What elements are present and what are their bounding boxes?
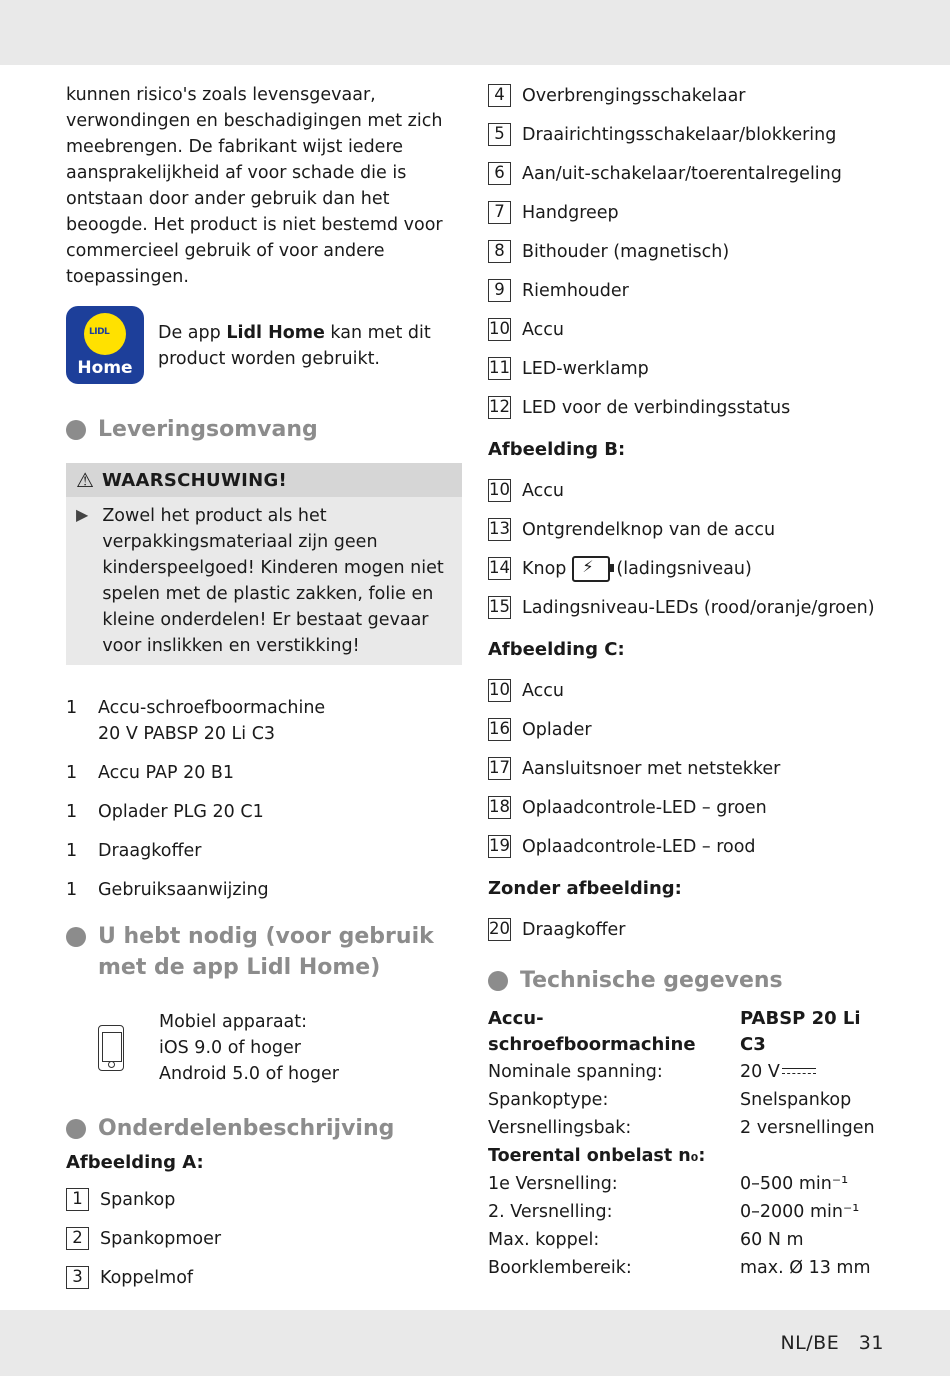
part-text: LED-werklamp (522, 358, 649, 379)
part-item (488, 232, 888, 271)
quantity: 1 (66, 802, 78, 822)
spec-key: Accu-schroefboormachine (488, 1008, 696, 1055)
part-text: Spankop (100, 1189, 176, 1210)
part-text: Handgreep (522, 202, 619, 223)
tech-row (488, 1086, 888, 1114)
part-text: Ontgrendelknop van de accu (522, 519, 776, 540)
section-heading-tech (488, 965, 888, 996)
mobile-requirements-text (159, 1009, 339, 1087)
part-text: Oplaadcontrole-LED – rood (522, 836, 756, 857)
part-item (66, 1180, 462, 1219)
part-number: 18 (488, 796, 511, 819)
part-text: Koppelmof (100, 1267, 194, 1288)
section-heading-delivery (66, 414, 462, 445)
quantity: 1 (66, 841, 78, 861)
part-item (488, 827, 888, 866)
part-number: 7 (488, 201, 511, 224)
item-text: Oplader PLG 20 C1 (98, 802, 264, 822)
warning-title: WAARSCHUWING! (101, 469, 288, 491)
tech-row (488, 1058, 888, 1086)
part-item (488, 588, 888, 627)
part-text: Aansluitsnoer met netstekker (522, 758, 781, 779)
page-number: NL/BE 31 (780, 1332, 884, 1354)
part-text: Oplaadcontrole-LED – groen (522, 797, 767, 818)
tech-header-row (488, 1006, 888, 1058)
spec-key: Spankoptype: (488, 1090, 609, 1110)
spec-key: Toerental onbelast n₀: (488, 1146, 706, 1166)
part-text: Draairichtingsschakelaar/blokkering (522, 124, 837, 145)
part-number: 17 (488, 757, 511, 780)
section-heading-need (66, 921, 462, 983)
spec-value: 2 versnellingen (740, 1118, 875, 1138)
part-item (488, 154, 888, 193)
part-number: 19 (488, 835, 511, 858)
part-number: 5 (488, 123, 511, 146)
part-item (488, 193, 888, 232)
tech-row (488, 1170, 888, 1198)
item-text: Gebruiksaanwijzing (98, 880, 269, 900)
list-item (66, 877, 462, 903)
spec-value: 60 N m (740, 1230, 804, 1250)
part-text: (ladingsniveau) (616, 558, 752, 579)
part-item (488, 671, 888, 710)
part-item (488, 471, 888, 510)
spec-key: Nominale spanning: (488, 1062, 663, 1082)
part-item (488, 910, 888, 949)
spec-value: 20 V (740, 1062, 780, 1082)
part-number: 20 (488, 918, 511, 941)
part-number: 3 (66, 1266, 89, 1289)
part-text: Ladingsniveau-LEDs (rood/oranje/groen) (522, 597, 875, 618)
part-number: 1 (66, 1188, 89, 1211)
spec-value: 0–500 min⁻¹ (740, 1174, 849, 1194)
list-item (66, 799, 462, 825)
tech-row (488, 1226, 888, 1254)
spec-value: max. Ø 13 mm (740, 1258, 871, 1278)
quantity: 1 (66, 763, 78, 783)
spec-key: Versnellingsbak: (488, 1118, 632, 1138)
list-item (66, 695, 462, 747)
warning-triangle-icon: ⚠ (76, 468, 94, 492)
app-notice (66, 306, 462, 384)
part-item (488, 76, 888, 115)
part-text: Draagkoffer (522, 919, 626, 940)
item-text: Accu-schroefboormachine 20 V PABSP 20 Li C3 (98, 698, 326, 744)
bullet-dot-icon (66, 420, 86, 440)
part-item (488, 510, 888, 549)
part-number: 11 (488, 357, 511, 380)
part-item (488, 115, 888, 154)
lidl-logo-text: LIDL (89, 327, 110, 337)
section-title: Onderdelenbeschrijving (98, 1116, 395, 1141)
list-item (66, 838, 462, 864)
part-text: Aan/uit-schakelaar/toerentalregeling (522, 163, 842, 184)
requirement-line: iOS 9.0 of hoger (159, 1038, 301, 1058)
part-number: 16 (488, 718, 511, 741)
left-column (66, 82, 462, 1297)
part-number: 8 (488, 240, 511, 263)
part-text: Spankopmoer (100, 1228, 222, 1249)
part-item (488, 271, 888, 310)
part-number: 6 (488, 162, 511, 185)
part-number: 10 (488, 679, 511, 702)
part-number: 13 (488, 518, 511, 541)
mobile-requirements (98, 1009, 462, 1087)
part-text: Bithouder (magnetisch) (522, 241, 730, 262)
part-number: 4 (488, 84, 511, 107)
intro-paragraph: kunnen risico's zoals levensgevaar, verwondingen en beschadigingen met zich meebrengen. De fabrikant wijst iedere aansprakelijkheid af voor schade die is ontstaan door ander gebruik dan het beoogde. Het product is niet bestemd voor commercieel gebruik of voor andere toepassingen. (66, 85, 443, 287)
lidl-home-app-icon (66, 306, 144, 384)
part-number: 12 (488, 396, 511, 419)
app-text-pre: De app (158, 323, 227, 343)
part-number: 10 (488, 479, 511, 502)
part-item (488, 788, 888, 827)
part-item (66, 1219, 462, 1258)
part-item (488, 349, 888, 388)
part-number: 10 (488, 318, 511, 341)
battery-charge-icon: ⚡ (572, 556, 610, 582)
spec-key: 2. Versnelling: (488, 1202, 613, 1222)
tech-row (488, 1114, 888, 1142)
right-column (488, 82, 888, 1282)
warning-body (66, 497, 462, 665)
spec-value: PABSP 20 Li C3 (740, 1008, 861, 1055)
app-notice-text (158, 320, 462, 372)
tech-row (488, 1254, 888, 1282)
part-text: Accu (522, 480, 564, 501)
bullet-dot-icon (66, 1119, 86, 1139)
part-item (488, 710, 888, 749)
tech-row (488, 1198, 888, 1226)
part-number: 2 (66, 1227, 89, 1250)
section-title: Technische gegevens (520, 968, 783, 993)
section-heading-parts (66, 1113, 462, 1144)
part-item (488, 310, 888, 349)
spec-key: 1e Versnelling: (488, 1174, 618, 1194)
warning-box (66, 463, 462, 665)
part-number: 14 (488, 557, 511, 580)
bullet-dot-icon (488, 971, 508, 991)
tech-row (488, 1142, 888, 1170)
spec-value: Snelspankop (740, 1090, 852, 1110)
figure-b-label: Afbeelding B: (488, 439, 626, 460)
part-text: Riemhouder (522, 280, 629, 301)
item-text: Accu PAP 20 B1 (98, 763, 235, 783)
smartphone-icon (98, 1025, 124, 1071)
arrow-right-icon: ▶ (76, 505, 89, 524)
figure-c-label: Afbeelding C: (488, 639, 625, 660)
figure-a-label: Afbeelding A: (66, 1152, 204, 1173)
quantity: 1 (66, 880, 78, 900)
app-name: Lidl Home (226, 323, 325, 343)
direct-current-icon (782, 1067, 816, 1077)
app-icon-label: Home (77, 358, 133, 378)
part-text: Knop (522, 558, 567, 579)
part-item (488, 388, 888, 427)
lidl-logo-icon (84, 313, 126, 355)
part-item (488, 749, 888, 788)
without-figure-label: Zonder afbeelding: (488, 878, 682, 899)
warning-text: Zowel het product als het verpakkingsmateriaal zijn geen kinderspeelgoed! Kinderen mogen niet spelen met de plastic zakken, folie en kleine onderdelen! Er bestaat gevaar voor inslikken en verstikking! (102, 506, 444, 656)
app-text-post: kan met dit product worden gebruikt. (158, 323, 431, 369)
part-text: Oplader (522, 719, 592, 740)
part-text: Accu (522, 680, 564, 701)
part-number: 9 (488, 279, 511, 302)
requirement-line: Mobiel apparaat: (159, 1012, 308, 1032)
spec-key: Boorklembereik: (488, 1258, 632, 1278)
warning-header (66, 463, 462, 497)
part-item (488, 549, 888, 588)
part-item (66, 1258, 462, 1297)
list-item (66, 760, 462, 786)
part-number: 15 (488, 596, 511, 619)
requirement-line: Android 5.0 of hoger (159, 1064, 339, 1084)
spec-key: Max. koppel: (488, 1230, 600, 1250)
tech-specs (488, 1006, 888, 1282)
part-text: Overbrengingsschakelaar (522, 85, 746, 106)
quantity: 1 (66, 698, 78, 718)
bullet-dot-icon (66, 927, 86, 947)
section-title: U hebt nodig (voor gebruik met de app Lidl Home) (98, 924, 434, 980)
spec-value: 0–2000 min⁻¹ (740, 1202, 860, 1222)
header-band (0, 0, 950, 65)
part-text: LED voor de verbindingsstatus (522, 397, 791, 418)
part-text: Accu (522, 319, 564, 340)
item-text: Draagkoffer (98, 841, 202, 861)
delivery-list (66, 695, 462, 903)
parts-a-continued (488, 76, 888, 427)
section-title: Leveringsomvang (98, 417, 318, 442)
